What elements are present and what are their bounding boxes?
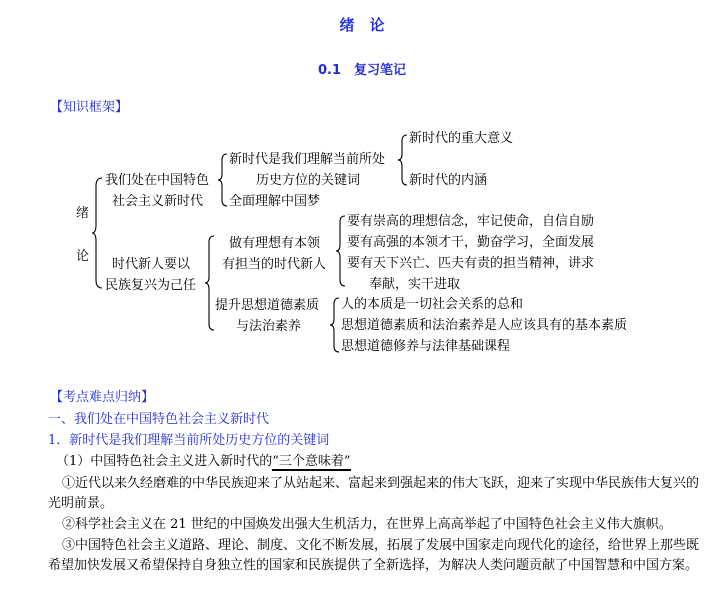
b2-child1-line1: 做有理想有本领	[229, 236, 321, 251]
keypoints-label: 【考点难点归纳】	[50, 390, 155, 405]
paragraph-1-text: （1）中国特色社会主义进入新时代的	[56, 454, 273, 469]
b2-leaf-3: 要有天下兴亡、匹夫有责的担当精神，讲求	[347, 256, 595, 271]
chapter-title: 绪 论	[339, 16, 385, 34]
b2-leaf-6: 思想道德素质和法治素养是人应该具有的基本素质	[341, 318, 628, 333]
b2-child2-brace	[330, 298, 340, 352]
root-char-1: 绪	[76, 206, 90, 221]
b2-leaf-5: 人的本质是一切社会关系的总和	[341, 297, 524, 312]
b1-child1-line2: 历史方位的关键词	[256, 173, 361, 188]
b1-child2: 全面理解中国梦	[229, 194, 321, 209]
b2-leaf-7: 思想道德修养与法律基础课程	[341, 339, 511, 354]
b1-child1-line1: 新时代是我们理解当前所处	[229, 152, 386, 167]
branch2-line2: 民族复兴为己任	[105, 278, 197, 293]
branch1-line1: 我们处在中国特色	[105, 173, 210, 188]
b2-child2-line1: 提升思想道德素质	[215, 298, 320, 313]
b2-leaf-1: 要有崇高的理想信念，牢记使命，自信自励	[347, 214, 595, 229]
root-brace	[92, 178, 104, 288]
branch2-brace	[205, 236, 215, 330]
paragraph-4: ③中国特色社会主义道路、理论、制度、文化不断发展，拓展了发展中国家走向现代化的途径，给世界上那些既希望加快发展又希望保持自身独立性的国家和民族提供了全新选择，为解决人类问题贡献了中国智慧和中国方案。	[48, 538, 700, 573]
b1-leaf-2: 新时代的内涵	[409, 173, 488, 188]
section-title: 0.1 复习笔记	[317, 63, 407, 78]
heading-2: 1．新时代是我们理解当前所处历史方位的关键词	[48, 433, 330, 448]
branch1-brace	[218, 154, 228, 206]
b1-leaf-1: 新时代的重大意义	[409, 131, 514, 146]
branch2-line1: 时代新人要以	[112, 257, 191, 272]
paragraph-1	[56, 454, 351, 470]
root-char-2: 论	[76, 249, 90, 264]
paragraph-2: ①近代以来久经磨难的中华民族迎来了从站起来、富起来到强起来的伟大飞跃，迎来了实现中华民族伟大复兴的光明前景。	[48, 476, 700, 511]
b2-child1-line2: 有担当的时代新人	[222, 257, 327, 272]
paragraph-3: ②科学社会主义在 21 世纪的中国焕发出强大生机活力，在世界上高高举起了中国特色社会主义伟大旗帜。	[62, 517, 672, 532]
branch1-line2: 社会主义新时代	[112, 194, 204, 209]
b2-leaf-2: 要有高强的本领才干，勤奋学习，全面发展	[347, 235, 595, 250]
b2-leaf-4: 奉献，实干进取	[369, 277, 461, 292]
b2-child1-brace	[336, 216, 346, 286]
b1-child1-brace	[398, 135, 408, 185]
b2-child2-line2: 与法治素养	[236, 319, 302, 334]
three-meanings-term: “三个意味着”	[272, 454, 351, 469]
heading-1: 一、我们处在中国特色社会主义新时代	[48, 412, 270, 427]
framework-label: 【知识框架】	[50, 100, 129, 115]
